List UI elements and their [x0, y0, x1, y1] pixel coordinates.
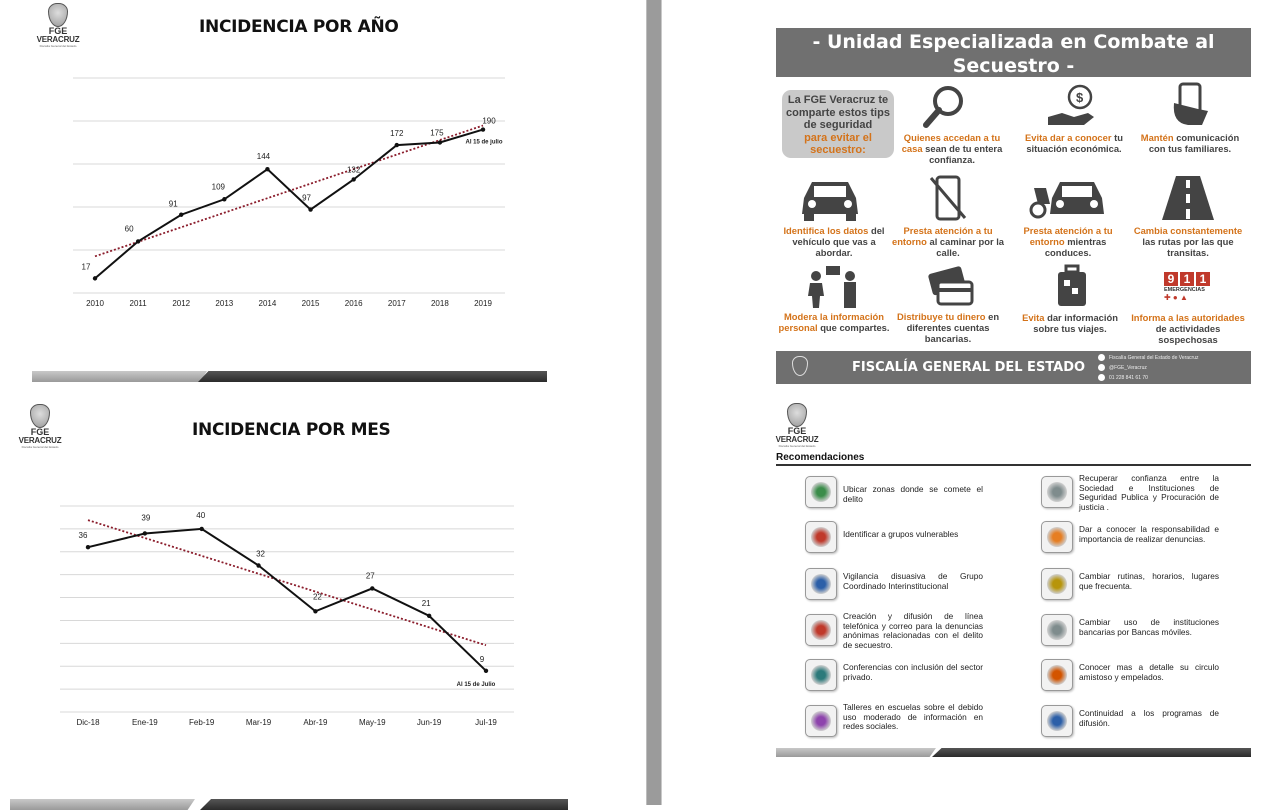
x-tick-label: Feb-19 — [189, 718, 215, 727]
tip-4 — [776, 225, 892, 258]
data-point — [313, 609, 317, 613]
tip-text: sean de tu entera confianza. — [925, 143, 1003, 165]
network-icon-glyph — [811, 711, 831, 731]
x-tick-label: 2010 — [86, 299, 104, 308]
speech-icon-glyph — [1047, 527, 1067, 547]
data-point — [93, 276, 97, 280]
email-phone-icon-glyph — [811, 620, 831, 640]
speaker-icon — [805, 659, 837, 691]
data-point — [481, 127, 485, 131]
emergency-digit: 1 — [1180, 272, 1194, 286]
social-text: @FGE_Veracruz — [1109, 364, 1147, 371]
emergency-911-icon — [1164, 272, 1214, 302]
tip-text: comunicación con tus familiares. — [1148, 132, 1240, 154]
recommendation-text: Dar a conocer la responsabilidad e importancia de realizar denuncias. — [1079, 524, 1219, 544]
diffusion-icon — [1041, 705, 1073, 737]
tip-7 — [1130, 225, 1246, 258]
right-page — [662, 0, 1280, 805]
tip-text: de actividades sospechosas — [1155, 323, 1221, 345]
data-label: 172 — [390, 129, 404, 139]
car-motorcycle-icon — [1028, 174, 1108, 222]
logo-subtitle: Fiscalía General del Estado — [778, 444, 816, 448]
road-icon — [1160, 174, 1216, 222]
x-tick-label: 2019 — [474, 299, 492, 308]
x-tick-label: Mar-19 — [245, 718, 272, 727]
page-bottom-band-3 — [776, 748, 1251, 757]
data-label: 109 — [211, 182, 226, 192]
recommendation-text: Talleres en escuelas sobre el debido uso moderado de información en redes sociales. — [843, 702, 983, 732]
tip-highlight: Identifica los datos — [783, 225, 869, 236]
friends-icon — [1041, 659, 1073, 691]
data-point — [370, 586, 374, 590]
data-label: 175 — [430, 128, 444, 138]
data-label: 144 — [256, 152, 271, 162]
logo-veracruz: VERACRUZ — [18, 436, 62, 445]
bank-icon — [1041, 614, 1073, 646]
infographic-footer — [776, 351, 1251, 384]
infographic-subtitle: - UECS - — [970, 79, 1057, 101]
tip-2 — [1016, 132, 1132, 154]
x-tick-label: 2012 — [172, 299, 191, 308]
x-tick-label: Jul-19 — [475, 718, 497, 727]
diffusion-icon-glyph — [1047, 711, 1067, 731]
tip-text: dar información sobre tus viajes. — [1033, 312, 1118, 334]
x-tick-label: Dic-18 — [76, 718, 100, 727]
bank-cards-icon — [926, 266, 974, 310]
handshake-icon-glyph — [1047, 482, 1067, 502]
magnifier-icon — [920, 83, 970, 129]
recommendation-text: Cambiar uso de instituciones bancarias por Bancas móviles. — [1079, 617, 1219, 637]
data-point — [86, 545, 90, 549]
tip-text: las rutas por las que transitas. — [1142, 236, 1234, 258]
data-point — [143, 531, 147, 535]
social-phone — [1098, 374, 1148, 381]
police-icon-glyph — [811, 574, 831, 594]
phone-icon — [1098, 374, 1105, 381]
map-icon-glyph — [811, 482, 831, 502]
data-point — [351, 177, 355, 181]
tip-highlight: Evita dar a conocer — [1025, 132, 1112, 143]
tip-highlight: Informa a las autoridades — [1131, 312, 1245, 323]
social-text: 01 228 841 61 70 — [1109, 374, 1148, 381]
recommendations-rule — [776, 464, 1251, 466]
tip-10 — [1012, 312, 1128, 334]
logo-fge: FGE — [48, 26, 68, 36]
data-point — [222, 197, 226, 201]
data-point — [438, 140, 442, 144]
speaker-icon-glyph — [811, 665, 831, 685]
x-tick-label: 2014 — [258, 299, 277, 308]
social-text: Fiscalía General del Estado de Veracruz — [1109, 354, 1199, 361]
recommendation-text: Recuperar confianza entre la Sociedad e Instituciones de Seguridad Publica y Procuración de justicia . — [1079, 473, 1219, 512]
intro-highlight: para evitar el secuestro: — [804, 131, 872, 156]
emergency-label: EMERGENCIAS — [1164, 287, 1205, 293]
data-point — [256, 563, 260, 567]
logo-subtitle: Fiscalía General del Estado — [39, 44, 77, 48]
luggage-icon — [1052, 264, 1092, 310]
page-bottom-band-1 — [32, 371, 547, 382]
data-point — [136, 239, 140, 243]
tip-text: en diferentes cuentas bancarias. — [906, 311, 1000, 344]
data-point — [484, 669, 488, 673]
x-tick-label: 2018 — [430, 299, 449, 308]
tip-6 — [1010, 225, 1126, 258]
recommendation-text: Identificar a grupos vulnerables — [843, 529, 959, 539]
email-phone-icon — [805, 614, 837, 646]
x-tick-label: 2013 — [215, 299, 234, 308]
data-point — [265, 167, 269, 171]
tip-highlight: Cambia constantemente — [1133, 225, 1243, 236]
social-twitter — [1098, 364, 1147, 371]
bank-icon-glyph — [1047, 620, 1067, 640]
group-icon-glyph — [811, 527, 831, 547]
data-label: 32 — [256, 549, 266, 559]
people-talk-icon — [804, 264, 864, 310]
data-point — [179, 213, 183, 217]
recommendation-text: Creación y difusión de línea telefónica y correo para la denuncias anónimas relacionadas con el delito de secuestro. — [843, 611, 983, 650]
trendline — [88, 520, 486, 645]
data-point — [427, 614, 431, 618]
trendline — [95, 126, 483, 257]
shield-icon — [787, 403, 807, 427]
emergency-digit: 9 — [1164, 272, 1178, 286]
data-label: 132 — [346, 165, 361, 175]
map-icon — [805, 476, 837, 508]
fge-logo-3 — [775, 403, 819, 448]
intro-box — [782, 90, 894, 158]
network-icon — [805, 705, 837, 737]
recommendation-text: Continuidad a los programas de difusión. — [1079, 708, 1219, 728]
x-tick-label: 2016 — [344, 299, 363, 308]
tip-highlight: Distribuye tu dinero — [896, 311, 986, 322]
handshake-icon — [1041, 476, 1073, 508]
tip-highlight: Evita — [1022, 312, 1045, 323]
x-tick-label: 2015 — [301, 299, 320, 308]
data-label: 27 — [365, 571, 375, 581]
recommendation-text: Ubicar zonas donde se comete el delito — [843, 484, 983, 504]
tip-text: que compartes. — [820, 322, 890, 333]
chart-month — [0, 400, 646, 800]
no-phone-icon — [928, 174, 968, 222]
tip-highlight: Mantén — [1140, 132, 1174, 143]
tip-text: del vehículo que vas a abordar. — [792, 225, 885, 258]
group-icon — [805, 521, 837, 553]
data-label: 190 — [482, 116, 496, 126]
annotation: Al 15 de julio — [465, 139, 503, 146]
tip-highlight: Modera la información personal — [778, 311, 885, 333]
infographic-header — [776, 28, 1251, 101]
car-icon — [798, 176, 862, 222]
recommendation-text: Vigilancia disuasiva de Grupo Coordinado Interinstitucional — [843, 571, 983, 591]
data-label: 22 — [312, 592, 322, 602]
friends-icon-glyph — [1047, 665, 1067, 685]
chart-title-year: INCIDENCIA POR AÑO — [199, 17, 399, 37]
logo-fge: FGE — [30, 427, 50, 437]
tip-text: mientras conduces. — [1044, 236, 1107, 258]
speech-icon — [1041, 521, 1073, 553]
route-map-icon-glyph — [1047, 574, 1067, 594]
footer-shield-icon — [792, 356, 808, 376]
infographic-title: - Unidad Especializada en Combate al Secuestro - — [812, 31, 1215, 77]
data-label: 91 — [168, 199, 178, 209]
uecs-infographic — [776, 28, 1251, 384]
data-label: 39 — [141, 513, 151, 523]
police-icon — [805, 568, 837, 600]
footer-title: FISCALÍA GENERAL DEL ESTADO — [852, 360, 1086, 375]
data-label: 60 — [124, 224, 134, 234]
tip-highlight: Quienes accedan a tu casa — [901, 132, 1001, 154]
logo-veracruz: VERACRUZ — [36, 35, 80, 44]
tip-text: al caminar por la calle. — [929, 236, 1005, 258]
tip-text: tu situación económica. — [1026, 132, 1123, 154]
tip-8 — [776, 311, 892, 333]
route-map-icon — [1041, 568, 1073, 600]
data-label: 36 — [78, 531, 88, 541]
series-line — [95, 130, 483, 279]
x-tick-label: 2011 — [129, 299, 147, 308]
social-facebook — [1098, 354, 1199, 361]
data-label: 21 — [421, 598, 431, 608]
data-label: 17 — [81, 262, 91, 272]
data-point — [395, 143, 399, 147]
tip-5 — [890, 225, 1006, 258]
logo-fge: FGE — [787, 426, 807, 436]
recommendation-text: Conferencias con inclusión del sector privado. — [843, 662, 983, 682]
facebook-icon — [1098, 354, 1105, 361]
data-point — [308, 207, 312, 211]
intro-text: La FGE Veracruz te comparte estos tips de seguridad — [786, 94, 890, 131]
logo-veracruz: VERACRUZ — [775, 435, 819, 444]
data-point — [200, 527, 204, 531]
recommendation-text: Cambiar rutinas, horarios, lugares que frecuenta. — [1079, 571, 1219, 591]
phone-hand-icon — [1168, 81, 1214, 127]
tip-1 — [894, 132, 1010, 165]
tip-11 — [1130, 312, 1246, 345]
page-divider — [646, 0, 662, 805]
annotation: Al 15 de Julio — [456, 681, 496, 688]
recommendations-title: Recomendaciones — [776, 452, 865, 463]
tip-highlight: Presta atención a tu entorno — [891, 225, 993, 247]
tip-3 — [1132, 132, 1248, 154]
x-tick-label: 2017 — [387, 299, 406, 308]
x-tick-label: Abr-19 — [303, 718, 328, 727]
logo-subtitle: Fiscalía General del Estado — [21, 445, 59, 449]
chart-title-month: INCIDENCIA POR MES — [192, 420, 391, 440]
tip-9 — [890, 311, 1006, 344]
twitter-icon — [1098, 364, 1105, 371]
emergency-symbols: ✚ ● ▲ — [1164, 293, 1188, 302]
recommendation-text: Conocer mas a detalle su circulo amistoso y empelados. — [1079, 662, 1219, 682]
data-label: 97 — [302, 193, 312, 203]
x-tick-label: Jun-19 — [416, 718, 442, 727]
data-label: 40 — [196, 510, 206, 520]
tip-highlight: Presta atención a tu entorno — [1023, 225, 1113, 247]
hand-money-icon — [1044, 83, 1100, 129]
svg-text:$: $ — [1076, 90, 1084, 105]
chart-year — [0, 0, 646, 360]
x-tick-label: May-19 — [358, 718, 386, 727]
data-label: 9 — [479, 654, 485, 664]
emergency-digit: 1 — [1196, 272, 1210, 286]
x-tick-label: Ene-19 — [131, 718, 158, 727]
